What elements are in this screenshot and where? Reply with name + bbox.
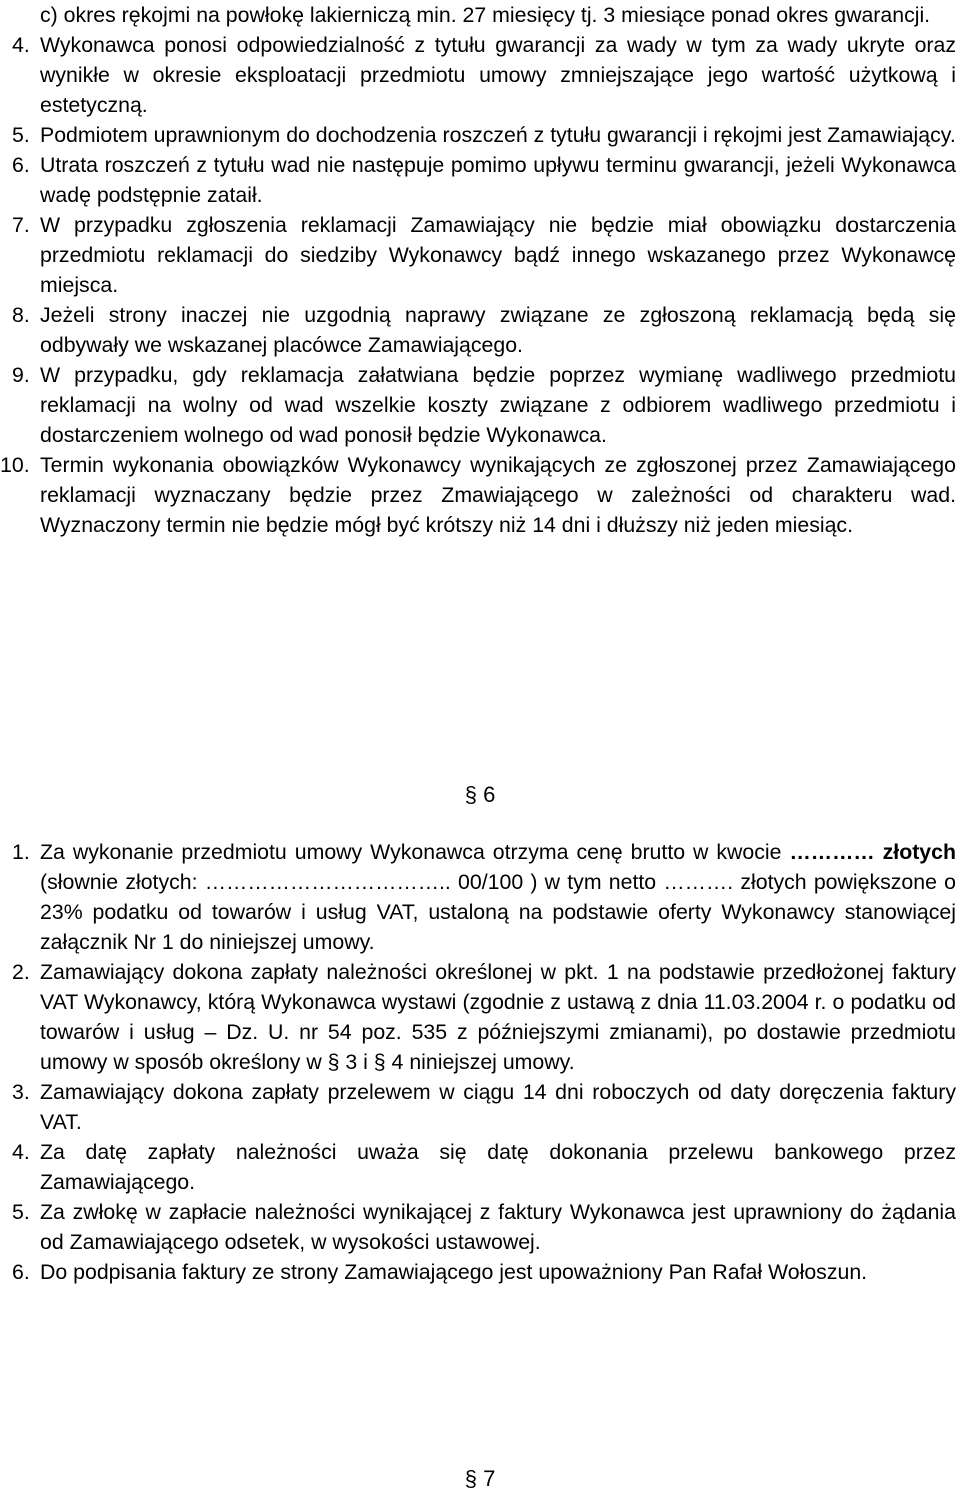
- payment-clause-3: [0, 1077, 956, 1137]
- section-symbol: §: [464, 1466, 477, 1491]
- clause-text: Termin wykonania obowiązków Wykonawcy wynikających ze zgłoszonej przez Zamawiającego reklamacji wyznaczany będzie przez Zmawiającego w zależności od charakteru wad. Wyznaczony termin nie będzie mógł być krótszy niż 14 dni i dłuższy niż jeden miesiąc.: [40, 453, 956, 537]
- clause-number: 7.: [12, 213, 30, 237]
- clause-10: [0, 450, 956, 540]
- clause-number: 4.: [12, 33, 30, 57]
- clause-text: c) okres rękojmi na powłokę lakierniczą min. 27 miesięcy tj. 3 miesiące ponad okres gwarancji.: [40, 3, 931, 27]
- clause-text: Podmiotem uprawnionym do dochodzenia roszczeń z tytułu gwarancji i rękojmi jest Zamawiający.: [40, 123, 956, 147]
- clause-text: Do podpisania faktury ze strony Zamawiającego jest upoważniony Pan Rafał Wołoszun.: [40, 1260, 868, 1284]
- clause-5: [0, 120, 956, 150]
- clause-number: 6.: [12, 1260, 30, 1284]
- clause-number: 5.: [12, 1200, 30, 1224]
- clause-number: 3.: [12, 1080, 30, 1104]
- clause-text: Za datę zapłaty należności uważa się datę dokonania przelewu bankowego przez Zamawiającego.: [40, 1140, 956, 1194]
- clause-8: [0, 300, 956, 360]
- clause-7: [0, 210, 956, 300]
- price-blank: ………… złotych: [789, 840, 957, 864]
- payment-clause-5: [0, 1197, 956, 1257]
- clause-number: 6.: [12, 153, 30, 177]
- payment-clauses: [0, 837, 960, 1287]
- clause-number: 9.: [12, 363, 30, 387]
- clause-text: W przypadku, gdy reklamacja załatwiana będzie poprzez wymianę wadliwego przedmiotu reklamacji na wolny od wad wszelkie koszty związane z odbiorem wadliwego przedmiotu i dostarczeniem wolnego od wad ponosił będzie Wykonawca.: [40, 363, 956, 447]
- clause-6: [0, 150, 956, 210]
- clause-text: Utrata roszczeń z tytułu wad nie następuje pomimo upływu terminu gwarancji, jeżeli Wykonawca wadę podstępnie zataił.: [40, 153, 956, 207]
- warranty-clauses: [0, 0, 960, 540]
- clause-number: 1.: [12, 840, 30, 864]
- section-number: 6: [483, 782, 496, 807]
- clause-text: Za zwłokę w zapłacie należności wynikającej z faktury Wykonawca jest uprawniony do żądania od Zamawiającego odsetek, w wysokości ustawowej.: [40, 1200, 956, 1254]
- payment-clause-2: [0, 957, 956, 1077]
- section-number: 7: [483, 1466, 496, 1491]
- clause-text: W przypadku zgłoszenia reklamacji Zamawiający nie będzie miał obowiązku dostarczenia przedmiotu reklamacji do siedziby Wykonawcy bądź innego wskazanego przez Wykonawcę miejsca.: [40, 213, 956, 297]
- clause-number: 8.: [12, 303, 30, 327]
- clause-number: 2.: [12, 960, 30, 984]
- clause-number: 5.: [12, 123, 30, 147]
- clause-text-part-a: Za wykonanie przedmiotu umowy Wykonawca otrzyma cenę brutto w kwocie: [40, 840, 790, 864]
- clause-text: Jeżeli strony inaczej nie uzgodnią naprawy związane ze zgłoszoną reklamacją będą się odbywały we wskazanej placówce Zamawiającego.: [40, 303, 956, 357]
- section-heading-6: [0, 782, 960, 808]
- section-symbol: §: [464, 782, 477, 807]
- payment-clause-1: [0, 837, 956, 957]
- payment-clause-4: [0, 1137, 956, 1197]
- clause-number: 10.: [0, 453, 30, 477]
- clause-c: [0, 0, 956, 30]
- clause-text-part-b: (słownie złotych: …………………………….. 00/100 ) w tym netto ………. złotych powiększone o 23% podatku od towarów i usług VAT, ustaloną na podstawie oferty Wykonawcy stanowiącej załącznik Nr 1 do niniejszej umowy.: [40, 870, 956, 954]
- clause-text: Zamawiający dokona zapłaty przelewem w ciągu 14 dni roboczych od daty doręczenia faktury VAT.: [40, 1080, 956, 1134]
- clause-4: [0, 30, 956, 120]
- payment-clause-6: [0, 1257, 956, 1287]
- clause-9: [0, 360, 956, 450]
- clause-text: Wykonawca ponosi odpowiedzialność z tytułu gwarancji za wady w tym za wady ukryte oraz wynikłe w okresie eksploatacji przedmiotu umowy zmniejszające jego wartość użytkową i estetyczną.: [40, 33, 956, 117]
- section-heading-7: [0, 1466, 960, 1492]
- clause-number: 4.: [12, 1140, 30, 1164]
- clause-text: Zamawiający dokona zapłaty należności określonej w pkt. 1 na podstawie przedłożonej faktury VAT Wykonawcy, którą Wykonawca wystawi (zgodnie z ustawą z dnia 11.03.2004 r. o podatku od towarów i usług – Dz. U. nr 54 poz. 535 z późniejszymi zmianami), po dostawie przedmiotu umowy w sposób określony w § 3 i § 4 niniejszej umowy.: [40, 960, 956, 1074]
